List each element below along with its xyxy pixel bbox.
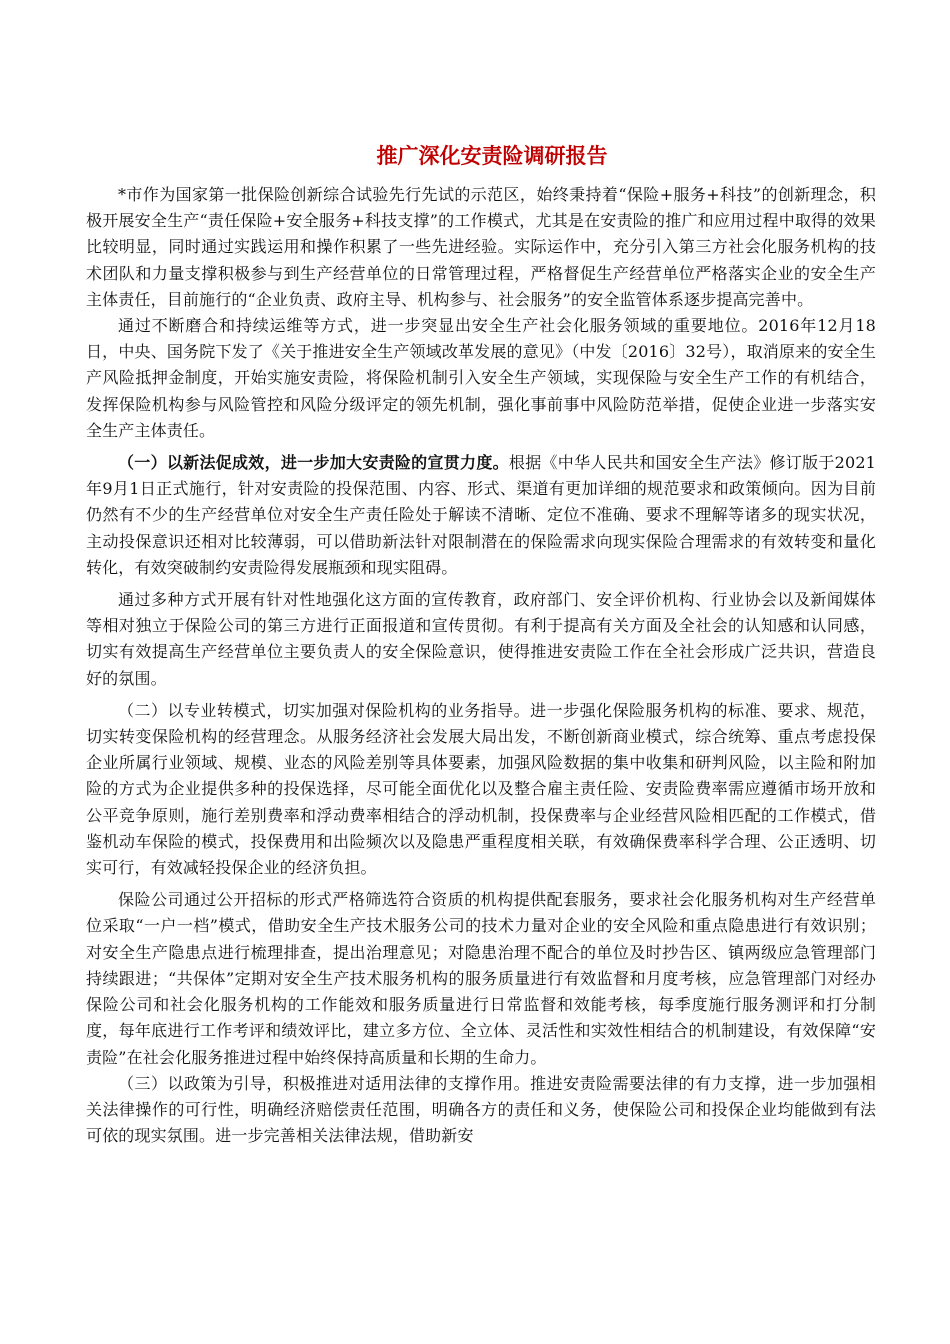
paragraph-text: 通过不断磨合和持续运维等方式，进一步突显出安全生产社会化服务领域的重要地位。2016年12月18日，中央、国务院下发了《关于推进安全生产领域改革发展的意见》（中发〔2016〕32号），取消原来的安全生产风险抵押金制度，开始实施安责险，将保险机制引入安全生产领域，实现保险与安全生产工作的有机结合，发挥保险机构参与风险管控和风险分级评定的领先机制，强化事前事中风险防范举措，促使企业进一步落实安全生产主体责任。 xyxy=(86,316,876,440)
paragraph-7 xyxy=(86,1071,876,1150)
paragraph-3 xyxy=(86,450,876,581)
paragraph-5 xyxy=(86,698,876,881)
paragraph-text: *市作为国家第一批保险创新综合试验先行先试的示范区，始终秉持着“保险+服务+科技”的创新理念，积极开展安全生产“责任保险+安全服务+科技支撑”的工作模式，尤其是在安责险的推广和应用过程中取得的效果比较明显，同时通过实践运用和操作积累了一些先进经验。实际运作中，充分引入第三方社会化服务机构的技术团队和力量支撑积极参与到生产经营单位的日常管理过程，严格督促生产经营单位严格落实企业的安全生产主体责任，目前施行的“企业负责、政府主导、机构参与、社会服务”的安全监管体系逐步提高完善中。 xyxy=(86,185,876,309)
paragraph-2 xyxy=(86,313,876,444)
section-heading: （一）以新法促成效，进一步加大安责险的宣贯力度。 xyxy=(118,453,509,473)
document-title: 推广深化安责险调研报告 xyxy=(376,144,608,168)
paragraph-4 xyxy=(86,587,876,692)
paragraph-text: 通过多种方式开展有针对性地强化这方面的宣传教育，政府部门、安全评价机构、行业协会以及新闻媒体等相对独立于保险公司的第三方进行正面报道和宣传贯彻。有利于提高有关方面及全社会的认知感和认同感，切实有效提高生产经营单位主要负责人的安全保险意识，使得推进安责险工作在全社会形成广泛共识，营造良好的氛围。 xyxy=(86,590,876,688)
paragraph-6 xyxy=(86,887,876,1070)
paragraph-text: 根据《中华人民共和国安全生产法》修订版于2021年9月1日正式施行，针对安责险的投保范围、内容、形式、渠道有更加详细的规范要求和政策倾向。因为目前仍然有不少的生产经营单位对安全生产责任险处于解读不清晰、定位不准确、要求不理解等诸多的现实状况，主动投保意识还相对比较薄弱，可以借助新法针对限制潜在的保险需求向现实保险合理需求的有效转变和量化转化，有效突破制约安责险得发展瓶颈和现实阻碍。 xyxy=(86,453,876,577)
paragraph-text: 保险公司通过公开招标的形式严格筛选符合资质的机构提供配套服务，要求社会化服务机构对生产经营单位采取“一户一档”模式，借助安全生产技术服务公司的技术力量对企业的安全风险和重点隐患进行有效识别；对安全生产隐患点进行梳理排查，提出治理意见；对隐患治理不配合的单位及时抄告区、镇两级应急管理部门持续跟进；“共保体”定期对安全生产技术服务机构的服务质量进行有效监督和月度考核，应急管理部门对经办保险公司和社会化服务机构的工作能效和服务质量进行日常监督和效能考核，每季度施行服务测评和打分制度，每年底进行工作考评和绩效评比，建立多方位、全立体、灵活性和实效性相结合的机制建设，有效保障“安责险”在社会化服务推进过程中始终保持高质量和长期的生命力。 xyxy=(86,890,876,1067)
paragraph-1 xyxy=(86,182,876,313)
paragraph-text: （三）以政策为引导，积极推进对适用法律的支撑作用。推进安责险需要法律的有力支撑，进一步加强相关法律操作的可行性，明确经济赔偿责任范围，明确各方的责任和义务，使保险公司和投保企业均能做到有法可依的现实氛围。进一步完善相关法律法规，借助新安 xyxy=(86,1073,876,1146)
document-page xyxy=(86,138,876,1149)
paragraph-text: （二）以专业转模式，切实加强对保险机构的业务指导。进一步强化保险服务机构的标准、要求、规范，切实转变保险机构的经营理念。从服务经济社会发展大局出发，不断创新商业模式，综合统筹、重点考虑投保企业所属行业领域、规模、业态的风险差别等具体要素，加强风险数据的集中收集和研判风险，以主险和附加险的方式为企业提供多种的投保选择，尽可能全面优化以及整合雇主责任险、安责险费率需应遵循市场开放和公平竞争原则，施行差别费率和浮动费率相结合的浮动机制，投保费率与企业经营风险相匹配的工作模式，借鉴机动车保险的模式，投保费用和出险频次以及隐患严重程度相关联，有效确保费率科学合理、公正透明、切实可行，有效减轻投保企业的经济负担。 xyxy=(86,700,876,878)
